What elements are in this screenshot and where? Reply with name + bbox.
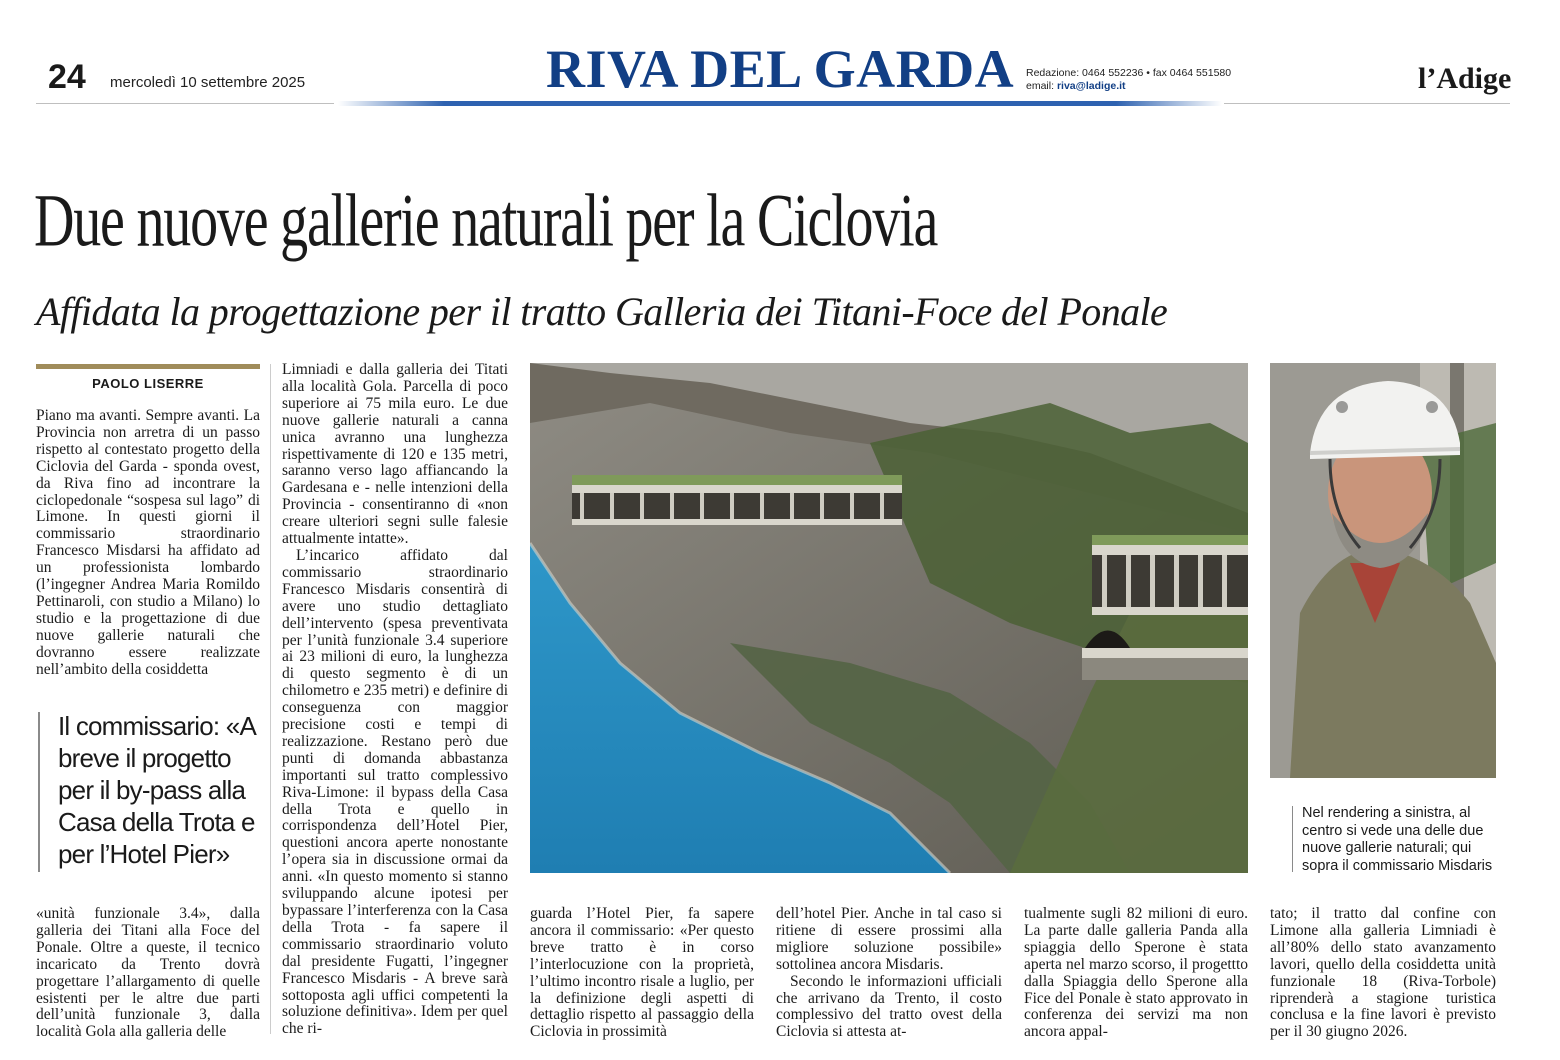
- pull-quote: Il commissario: «A breve il progetto per il by-pass alla Casa della Trota e per l’Hotel Pier»: [58, 711, 255, 869]
- contact-email-label: email:: [1026, 80, 1055, 92]
- column-1-top: [36, 408, 260, 679]
- header-rule-right: [1224, 103, 1510, 104]
- column-6-text: tato; il tratto dal confine con Limone alla galleria Limniadi è all’80% dello stato avanzamento lavori, quello della cosiddetta unità funzionale 18 (Riva-Torbole) riprenderà a stagione turistica conclusa e la fine lavori è previsto per il 30 giugno 2026.: [1270, 905, 1496, 1041]
- pull-quote-bar: [38, 712, 40, 872]
- column-1-bottom: [36, 906, 260, 1041]
- rendering-photo: [530, 363, 1248, 873]
- column-6: [1270, 906, 1496, 1041]
- column-1-bottom-text: «unità funzionale 3.4», dalla galleria dei Titani alla Foce del Ponale. Oltre a queste, il tecnico incaricato da Trento dovrà progettare l’allargamento di quelle esistenti per le altre due parti dell’unità funzionale 3, dalla località Gola alla galleria delle: [36, 905, 260, 1041]
- byline: PAOLO LISERRE: [92, 376, 204, 391]
- section-accent-rule: [338, 101, 1222, 106]
- column-5-text: tualmente sugli 82 milioni di euro. La parte dalle galleria Panda alla spiaggia dello Sperone è stata aperta nel marzo scorso, il progettto dalla Spiaggia dello Sperone alla Fice del Ponale è stato approvato in conferenza dei servizi ma non ancora appal-: [1024, 905, 1248, 1041]
- cliff-tunnel-rendering: [530, 363, 1248, 873]
- column-2-paragraph-2: L’incarico affidato dal commissario straordinario Francesco Misdaris consentirà di avere uno studio dettagliato dell’intervento (spesa preventivata per l’unità funzionale 3.4 superiore ai 23 milioni di euro, la lunghezza di questo segmento è di un chilometro e 235 metri) e definire di conseguenza con maggior precisione costi e tempi di realizzazione. Restano però due punti di domanda abbastanza importanti sul tratto complessivo Riva-Limone: il bypass della Casa della Trota e quello in corrispondenza dell’Hotel Pier, questioni ancora aperte nonostante l’opera sia in discussione ormai da anni. «In questo momento si stanno sviluppando alcune ipotesi per bypassare l’interferenza con la Casa della Trota - fa sapere il commissario straordinario voluto dal presidente Fugatti, l’ingegner Francesco Misdaris - A breve sarà sottoposta agli uffici competenti la soluzione definitiva». Idem per quel che ri-: [282, 546, 508, 1038]
- article-headline: Due nuove gallerie naturali per la Ciclovia: [34, 179, 938, 264]
- contact-email: riva@ladige.it: [1056, 80, 1126, 92]
- commissioner-portrait: [1270, 363, 1496, 778]
- page-number: 24: [48, 58, 86, 96]
- contact-email-line: [1026, 80, 1231, 93]
- photo-caption: Nel rendering a sinistra, al centro si vede una delle due nuove gallerie naturali; qui sopra il commissario Misdaris: [1302, 805, 1493, 874]
- section-title: RIVA DEL GARDA: [546, 39, 1015, 99]
- newspaper-logo: l’Adige: [1418, 62, 1512, 95]
- column-divider: [270, 364, 271, 1034]
- column-3: [530, 906, 754, 1041]
- contact-phone: Redazione: 0464 552236 • fax 0464 551580: [1026, 67, 1232, 79]
- portrait-photo: [1270, 363, 1496, 778]
- column-3-text: guarda l’Hotel Pier, fa sapere ancora il commissario: «Per questo breve tratto è in corso l’interlocuzione con la proprietà, l’ultimo incontro risale a luglio, per la definizione degli aspetti di dettaglio rispetto al passaggio della Ciclovia in prossimità: [530, 905, 754, 1041]
- column-2-paragraph-1: Limniadi e dalla galleria dei Titati alla località Gola. Parcella di poco superiore ai 75 mila euro. Le due nuove gallerie naturali a canna unica avranno una lunghezza rispettivamente di 120 e 135 metri, saranno verso lago affiancando la Gardesana e - nelle intenzioni della Provincia - consentiranno di «non creare ulteriori segni sulle falesie attualmente intatte».: [282, 361, 508, 548]
- column-4: [776, 906, 1002, 1041]
- contact-info: [1026, 67, 1231, 93]
- column-4-paragraph-2: Secondo le informazioni ufficiali che arrivano da Trento, il costo complessivo del tratto ovest della Ciclovia si attesta at-: [776, 972, 1002, 1041]
- article-subheadline: Affidata la progettazione per il tratto Galleria dei Titani-Foce del Ponale: [36, 289, 1168, 334]
- column-4-paragraph-1: dell’hotel Pier. Anche in tal caso si ritiene di essere prossimi alla migliore soluzione possibile» sottolinea ancora Misdaris.: [776, 905, 1002, 973]
- column-5: [1024, 906, 1248, 1041]
- page-date: mercoledì 10 settembre 2025: [110, 74, 306, 91]
- header-rule-left: [36, 103, 334, 104]
- byline-bar: [36, 364, 260, 369]
- caption-bar: [1292, 806, 1293, 872]
- column-1-top-text: Piano ma avanti. Sempre avanti. La Provincia non arretra di un passo rispetto al contestato progetto della Ciclovia del Garda - sponda ovest, da Riva fino ad incontrare la ciclopedonale “sospesa sul lago” di Limone. In questi giorni il commissario straordinario Francesco Misdarsi ha affidato ad un professionista lombardo (l’ingegner Andrea Maria Romildo Pettinaroli, con studio a Milano) lo studio e la progettazione di due nuove gallerie naturali che dovranno essere realizzate nell’ambito della cosiddetta: [36, 407, 260, 678]
- column-2: [282, 362, 508, 1038]
